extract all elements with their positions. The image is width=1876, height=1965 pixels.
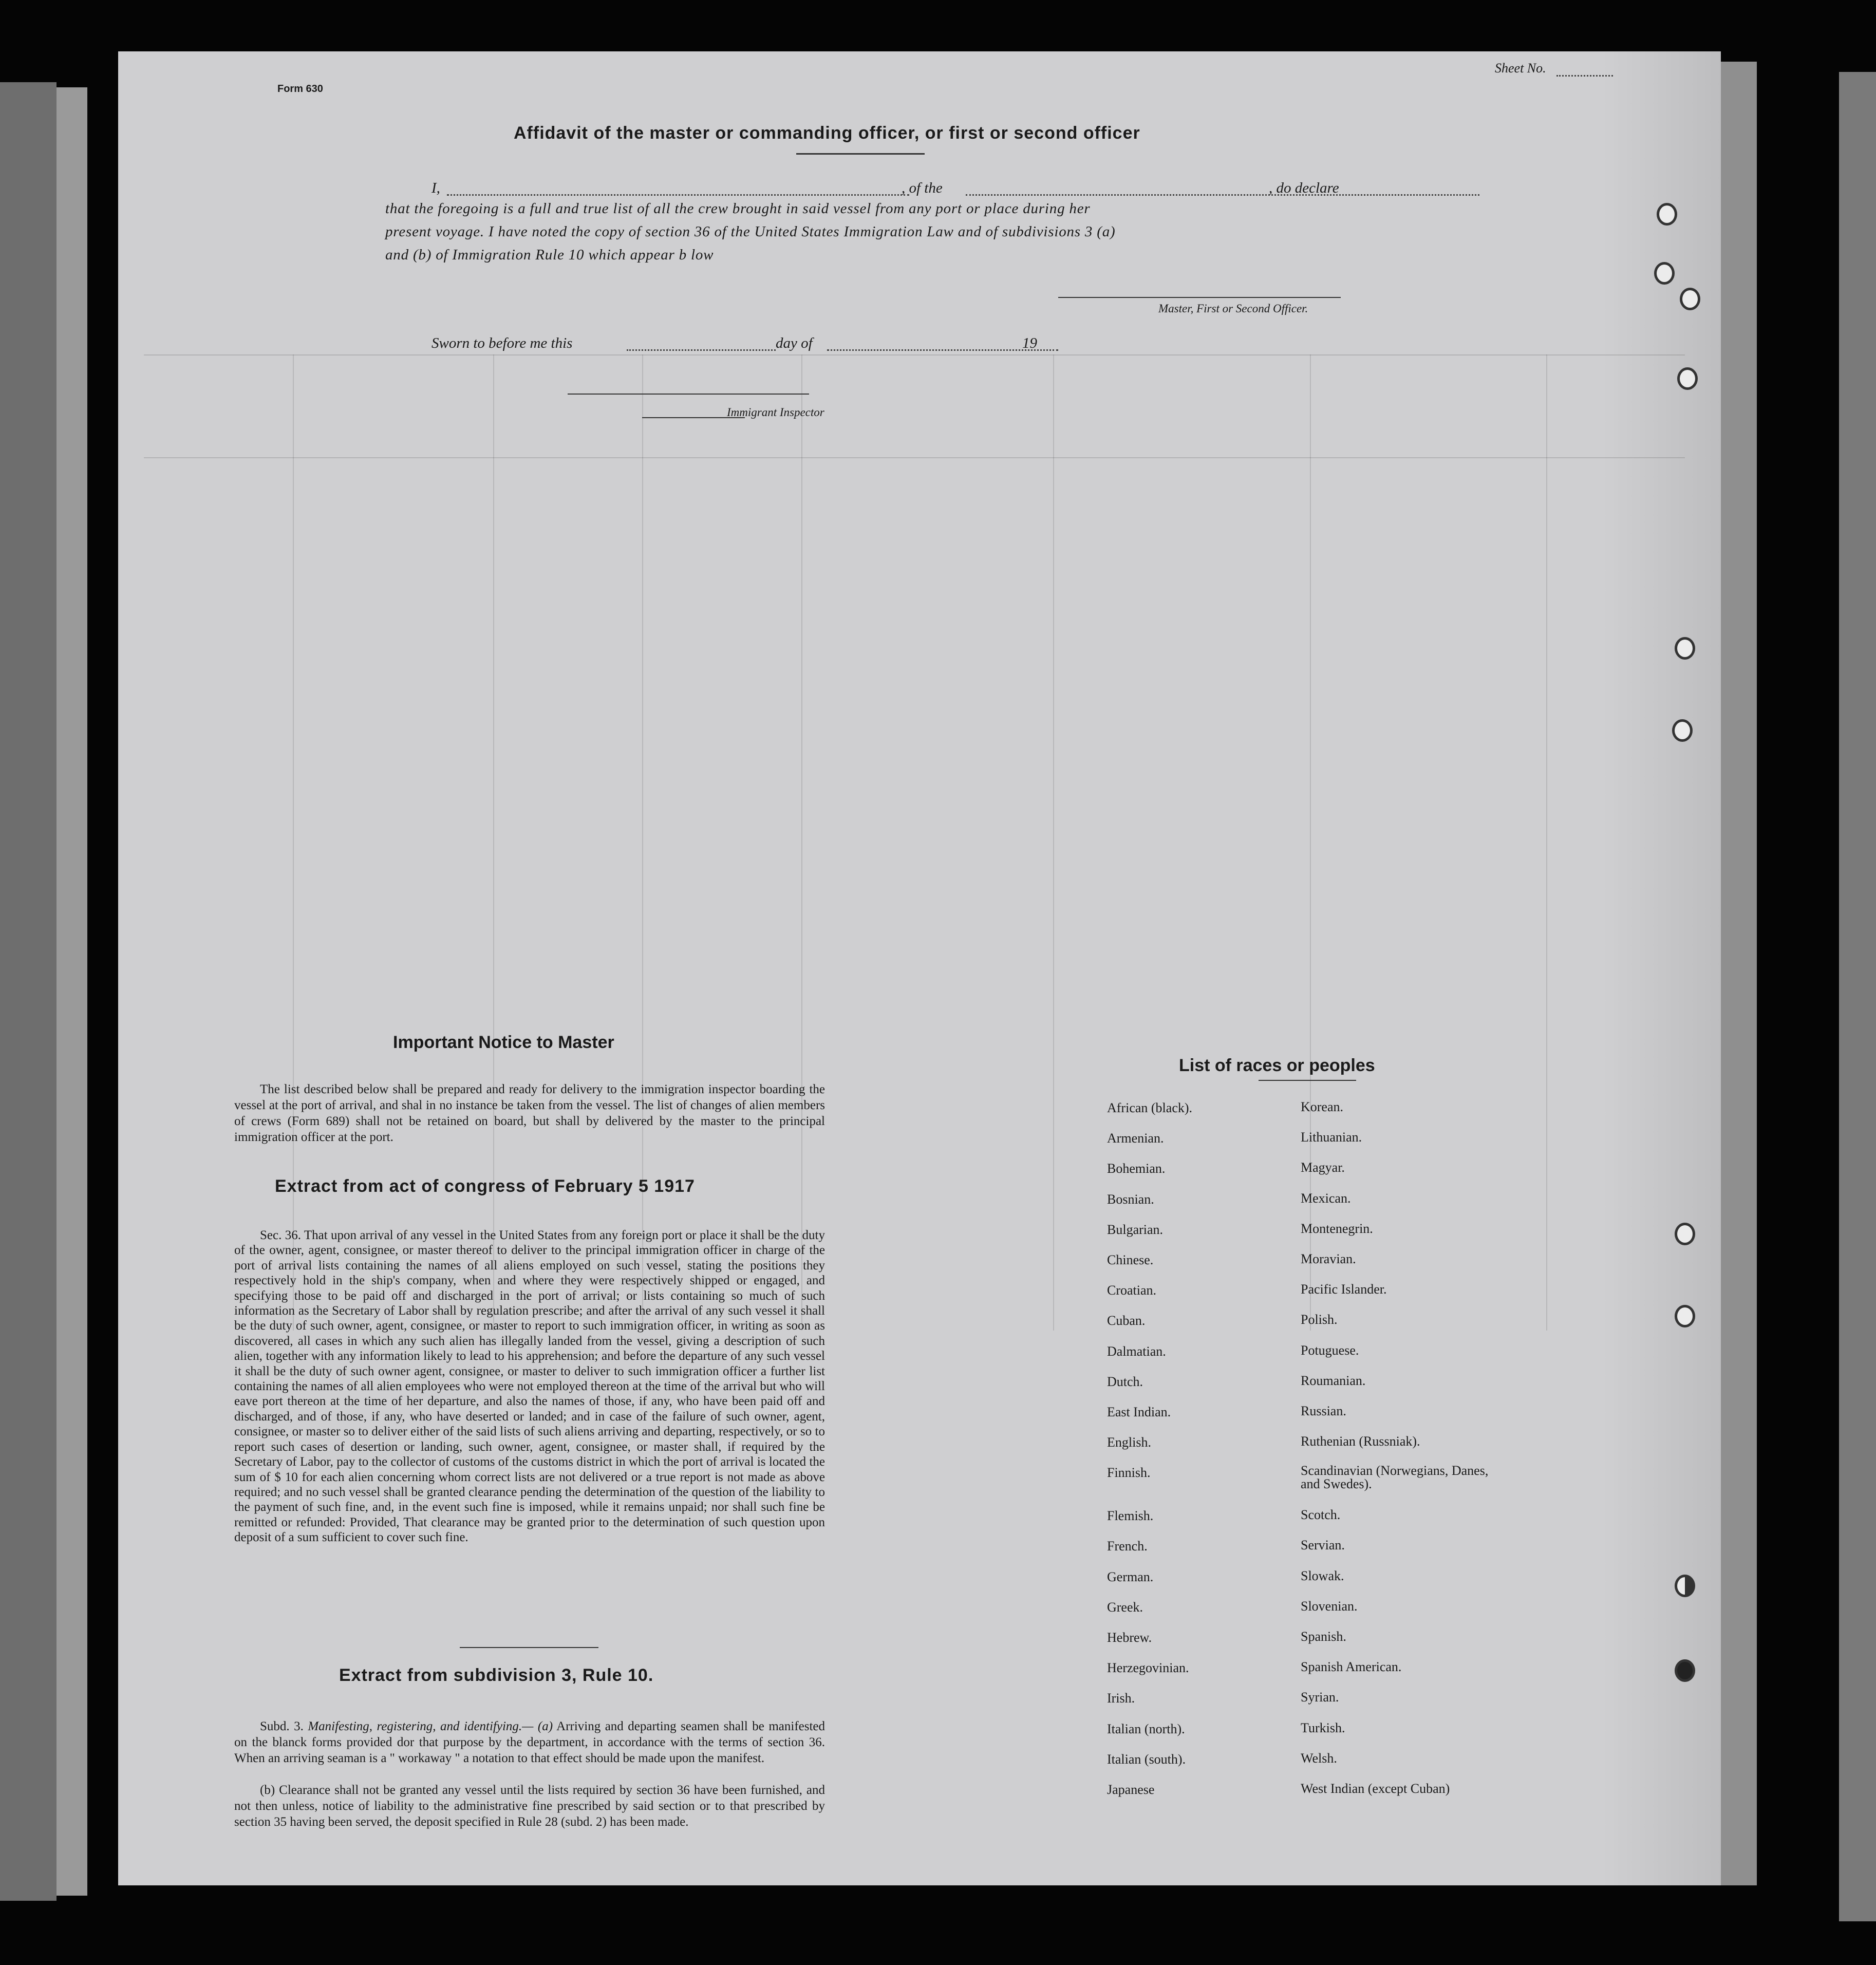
race-item: Herzegovinian. — [1107, 1660, 1189, 1676]
races-column-2 — [1301, 1099, 1496, 1811]
punch-hole — [1654, 262, 1675, 285]
race-item: Spanish. — [1301, 1629, 1346, 1644]
punch-hole — [1675, 1575, 1695, 1597]
race-item: African (black). — [1107, 1100, 1193, 1115]
punch-hole — [1680, 288, 1700, 310]
extract-act-title: Extract from act of congress of February 5 1917 — [275, 1176, 695, 1196]
race-item: East Indian. — [1107, 1404, 1171, 1419]
race-item: Welsh. — [1301, 1750, 1337, 1766]
punch-hole — [1675, 1305, 1695, 1327]
race-item: Polish. — [1301, 1312, 1338, 1327]
race-item: Italian (north). — [1107, 1721, 1185, 1736]
affidavit-line-4: and (b) of Immigration Rule 10 which appear b low — [385, 247, 714, 263]
affidavit-title: Affidavit of the master or commanding officer, or first or second officer — [514, 123, 1140, 143]
name-field — [447, 194, 909, 196]
year-text: 19 — [1022, 335, 1037, 351]
race-item: Japanese — [1107, 1782, 1155, 1797]
race-item: West Indian (except Cuban) — [1301, 1781, 1450, 1796]
subdivision-b: (b) Clearance shall not be granted any vessel until the lists required by section 36 have been furnished, and not then unless, notice of liability to the administrative fine prescribed by said section or to that prescribed by section 35 having been served, the deposit specified in Rule 28 (subd. 2) has been made. — [234, 1783, 825, 1829]
race-item: Pacific Islander. — [1301, 1282, 1387, 1297]
race-item: Bohemian. — [1107, 1161, 1166, 1176]
race-item: Bulgarian. — [1107, 1222, 1164, 1237]
race-item: Potuguese. — [1301, 1342, 1359, 1358]
punch-hole — [1675, 1223, 1695, 1245]
race-item: Scotch. — [1301, 1507, 1341, 1523]
race-item: Scandinavian (Norwegians, Danes, and Swedes). — [1301, 1463, 1489, 1492]
notice-body: The list described below shall be prepared and ready for delivery to the immigration inspector boarding the vessel at the port of arrival, and shal in no instance be taken from the vessel. The list of changes of alien members of crews (Form 689) shall not be retained on board, but shall by delivered by the master to the principal immigration officer at the port. — [234, 1082, 825, 1144]
affidavit-line-3: present voyage. I have noted the copy of section 36 of the United States Immigration Law and of subdivisions 3 (a) — [385, 223, 1116, 240]
right-page-edge — [1839, 72, 1876, 1921]
punch-hole — [1677, 367, 1698, 390]
extract-act-body — [234, 1228, 825, 1545]
race-item: German. — [1107, 1569, 1154, 1584]
affidavit-of-the: , of the — [902, 180, 943, 196]
race-item: French. — [1107, 1539, 1148, 1554]
race-item: Dutch. — [1107, 1374, 1143, 1389]
race-item: Chinese. — [1107, 1252, 1154, 1267]
race-item: Bosnian. — [1107, 1191, 1154, 1207]
sheet-number-field — [1556, 75, 1613, 77]
extract-rule-title: Extract from subdivision 3, Rule 10. — [339, 1665, 654, 1685]
race-item: Mexican. — [1301, 1190, 1351, 1206]
race-item: Syrian. — [1301, 1690, 1339, 1705]
affidavit-i: I, — [432, 180, 440, 196]
race-item: Montenegrin. — [1301, 1221, 1373, 1236]
inspector-label: Immigrant Inspector — [727, 406, 824, 419]
punch-hole — [1657, 203, 1677, 226]
left-page-edge-inner — [57, 87, 87, 1896]
race-item: Magyar. — [1301, 1160, 1345, 1175]
form-number: Form 630 — [277, 83, 323, 95]
day-of-text: day of — [776, 335, 813, 351]
race-item: Spanish American. — [1301, 1659, 1402, 1675]
race-item: Slovenian. — [1301, 1598, 1358, 1614]
race-item: Russian. — [1301, 1403, 1346, 1418]
race-item: Roumanian. — [1301, 1373, 1366, 1388]
race-item: Armenian. — [1107, 1131, 1164, 1146]
sheet-number-label: Sheet No. — [1495, 61, 1546, 76]
affidavit-declare: , do declare — [1269, 180, 1339, 196]
race-item: Finnish. — [1107, 1465, 1151, 1481]
race-item: Slowak. — [1301, 1568, 1344, 1583]
race-item: Flemish. — [1107, 1508, 1154, 1524]
race-item: Cuban. — [1107, 1313, 1146, 1328]
manifest-page — [118, 51, 1721, 1885]
punch-hole — [1672, 719, 1693, 742]
race-item: Greek. — [1107, 1599, 1143, 1615]
races-column-1 — [1107, 1100, 1287, 1812]
signature-label: Master, First or Second Officer. — [1158, 302, 1308, 315]
left-page-edge — [0, 82, 57, 1901]
subdivision-a: Subd. 3. Manifesting, registering, and identifying.— (a) Arriving and departing seamen shall be manifested on the blanck forms provided dor that purpose by the department, in accordance with the terms of section 36. When an arriving seaman is a " workaway " a notation to that effect should be made upon the manifest. — [234, 1719, 826, 1765]
sworn-text: Sworn to before me this — [432, 335, 573, 351]
sworn-day-field — [627, 349, 776, 351]
race-item: Turkish. — [1301, 1720, 1345, 1735]
race-item: Dalmatian. — [1107, 1343, 1166, 1359]
notice-title: Important Notice to Master — [393, 1033, 614, 1052]
race-item: Korean. — [1301, 1099, 1344, 1114]
race-item: Croatian. — [1107, 1283, 1157, 1298]
affidavit-line-2: that the foregoing is a full and true list of all the crew brought in said vessel from any port or place during her — [385, 200, 1091, 217]
vessel-field — [966, 194, 1479, 196]
race-item: Moravian. — [1301, 1251, 1356, 1266]
section-label: Sec. 36. — [260, 1228, 301, 1242]
race-item: Servian. — [1301, 1538, 1345, 1553]
races-title: List of races or peoples — [1179, 1056, 1375, 1075]
race-item: Lithuanian. — [1301, 1130, 1362, 1145]
race-item: English. — [1107, 1435, 1151, 1450]
section-36-text: That upon arrival of any vessel in the United States from any foreign port or place it shall be the duty of the owner, agent, consignee, or master thereof to deliver to the principal immigration officer in charge of the port of arrival lists containing the names of all aliens employed on such vessel, stating the positions they respectively hold in the ship's company, when and where they were respectively shipped or engaged, and specifying those to be paid off and discharged in the port of arrival; or lists containing so much of such information as the Secretary of Labor shall by regulation prescribe; and after the arrival of any such vessel it shall be the duty of such owner, agent, consignee, or master to report to such immigration officer, in writing as soon as discovered, all cases in which any such alien has illegally landed from the vessel, giving a description of such alien, together with any information likely to lead to his apprehension; and before the departure of any such vessel it shall be the duty of such owner agent, consignee, or master to deliver to such immigration officer a further list containing the names of all alien employees who were not employed thereon at the time of the arrival but who will eave port thereon at the time of her departure, and also the names of those, if any, who have been paid off and discharged, and of those, if any, who have deserted or landed; and in case of the failure of such owner, agent, consignee, or master so to deliver either of the said lists of such aliens arriving and departing, respectively, or so to report such cases of desertion or landing, such owner, agent, consignee, or master shall, if required by the Secretary of Labor, pay to the collector of customs of the customs district in which the port of arrival is located the sum of $ 10 for each alien concerning whom correct lists are not delivered or a true report is not made as above required; and no such vessel shall be granted clearance pending the determination of the question of the liability to the payment of such fine, and, in the event such fine is imposed, while it remains unpaid; nor shall such fine be remitted or refunded: Provided, That clearance may be granted prior to the determination of such question upon deposit of a sum sufficient to cover such fine. — [234, 1228, 825, 1545]
signature-line — [1058, 297, 1341, 298]
race-item: Ruthenian (Russniak). — [1301, 1434, 1420, 1449]
punch-hole — [1675, 637, 1695, 660]
race-item: Irish. — [1107, 1691, 1135, 1706]
punch-hole — [1675, 1659, 1695, 1682]
race-item: Italian (south). — [1107, 1751, 1186, 1767]
race-item: Hebrew. — [1107, 1630, 1152, 1645]
